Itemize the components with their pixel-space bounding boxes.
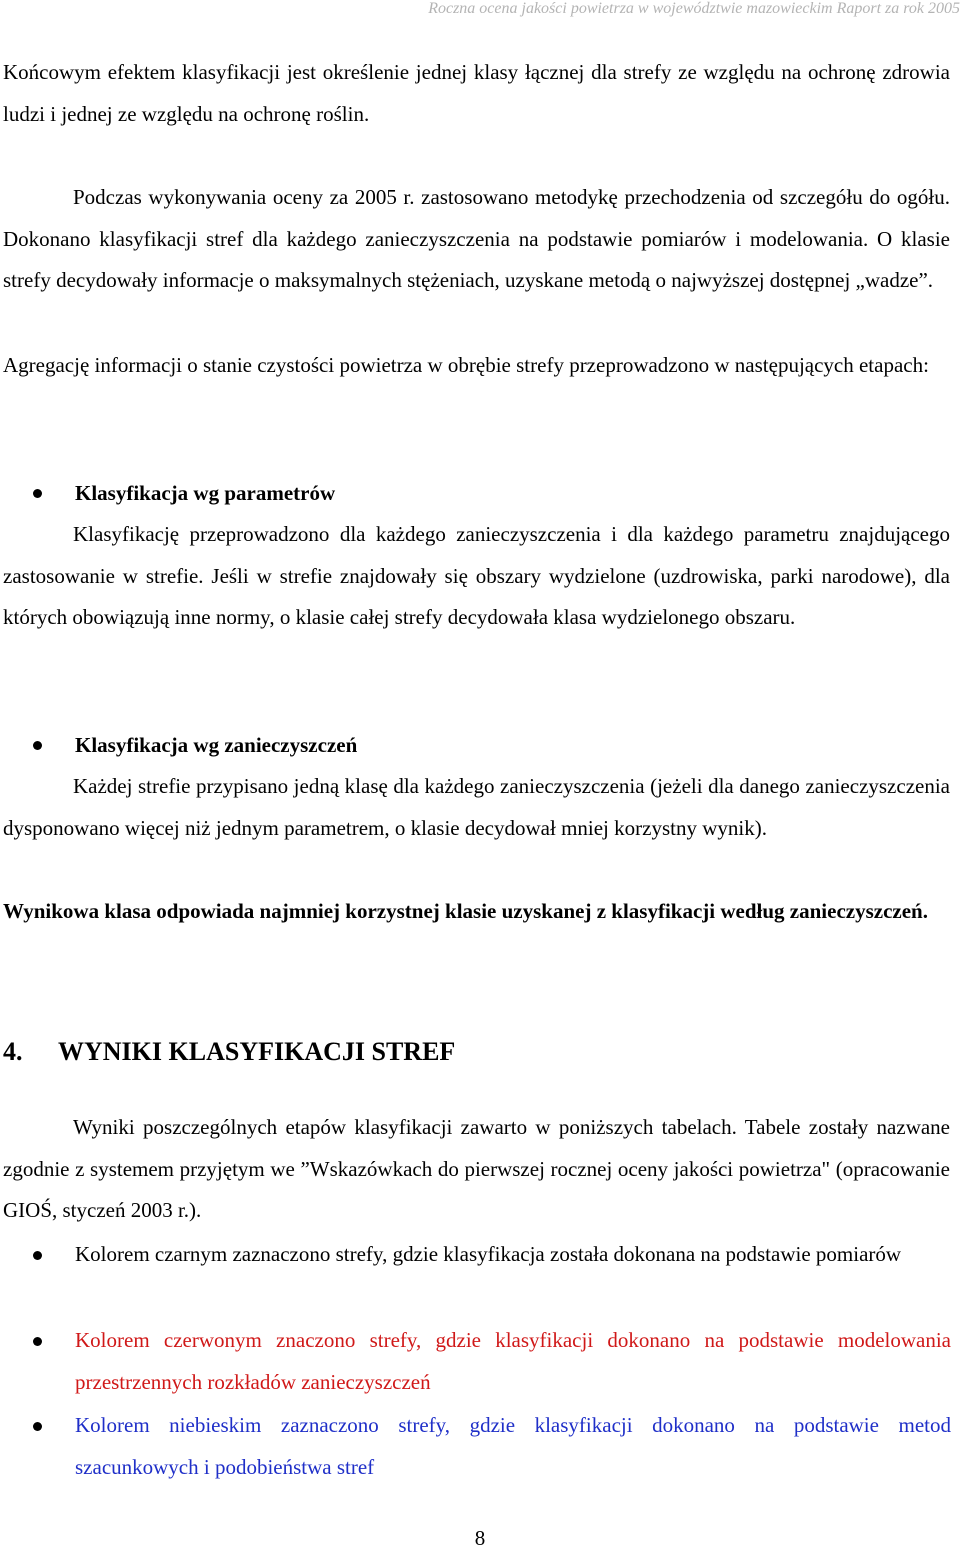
running-header: Roczna ocena jakości powietrza w województwie mazowieckim Raport za rok 2005 — [428, 0, 960, 17]
bullet-icon — [33, 489, 42, 498]
paragraph-final-classification: Końcowym efektem klasyfikacji jest określenie jednej klasy łącznej dla strefy ze względu na ochronę zdrowia ludzi i jednej ze względu na ochronę roślin. — [3, 60, 950, 126]
paragraph-aggregation: Agregację informacji o stanie czystości powietrza w obrębie strefy przeprowadzono w następujących etapach: — [3, 353, 929, 377]
chapter-number: 4. — [3, 1037, 23, 1066]
legend-item-blue: Kolorem niebieskim zaznaczono strefy, gdzie klasyfikacji dokonano na podstawie metod szacunkowych i podobieństwa stref — [75, 1413, 951, 1479]
paragraph-methodology: Podczas wykonywania oceny za 2005 r. zastosowano metodykę przechodzenia od szczegółu do ogółu. Dokonano klasyfikacji stref dla każdego zanieczyszczenia na podstawie pomiarów i modelowania. O klasie strefy decydowały informacje o maksymalnych stężeniach, uzyskane metodą o najwyższej dostępnej „wadze”. — [3, 185, 950, 292]
bullet-icon — [33, 741, 42, 750]
legend-item-black: Kolorem czarnym zaznaczono strefy, gdzie klasyfikacja została dokonana na podstawie pomiarów — [75, 1242, 902, 1266]
page-number: 8 — [474, 1526, 486, 1550]
paragraph-pollutants: Każdej strefie przypisano jedną klasę dla każdego zanieczyszczenia (jeżeli dla danego zanieczyszczenia dysponowano więcej niż jednym parametrem, o klasie decydował mniej korzystny wynik). — [3, 774, 950, 840]
bullet-icon — [33, 1337, 42, 1346]
bullet-icon — [33, 1251, 42, 1260]
chapter-title: WYNIKI KLASYFIKACJI STREF — [58, 1037, 456, 1066]
paragraph-result-class: Wynikowa klasa odpowiada najmniej korzystnej klasie uzyskanej z klasyfikacji według zanieczyszczeń. — [3, 899, 928, 923]
paragraph-parameters: Klasyfikację przeprowadzono dla każdego zanieczyszczenia i dla każdego parametru znajdującego zastosowanie w strefie. Jeśli w strefie znajdowały się obszary wydzielone (uzdrowiska, parki narodowe), dla których obowiązują inne normy, o klasie całej strefy decydowała klasa wydzielonego obszaru. — [3, 522, 950, 629]
bullet-icon — [33, 1422, 42, 1431]
section-heading-parameters: Klasyfikacja wg parametrów — [75, 481, 336, 505]
chapter-heading — [3, 1032, 455, 1072]
paragraph-results-intro: Wyniki poszczególnych etapów klasyfikacji zawarto w poniższych tabelach. Tabele zostały nazwane zgodnie z systemem przyjętym we ”Wskazówkach do pierwszej rocznej oceny jakości powietrza" (opracowanie GIOŚ, styczeń 2003 r.). — [3, 1115, 950, 1222]
legend-item-red: Kolorem czerwonym znaczono strefy, gdzie klasyfikacji dokonano na podstawie modelowania przestrzennych rozkładów zanieczyszczeń — [75, 1328, 951, 1394]
section-heading-pollutants: Klasyfikacja wg zanieczyszczeń — [75, 733, 358, 757]
